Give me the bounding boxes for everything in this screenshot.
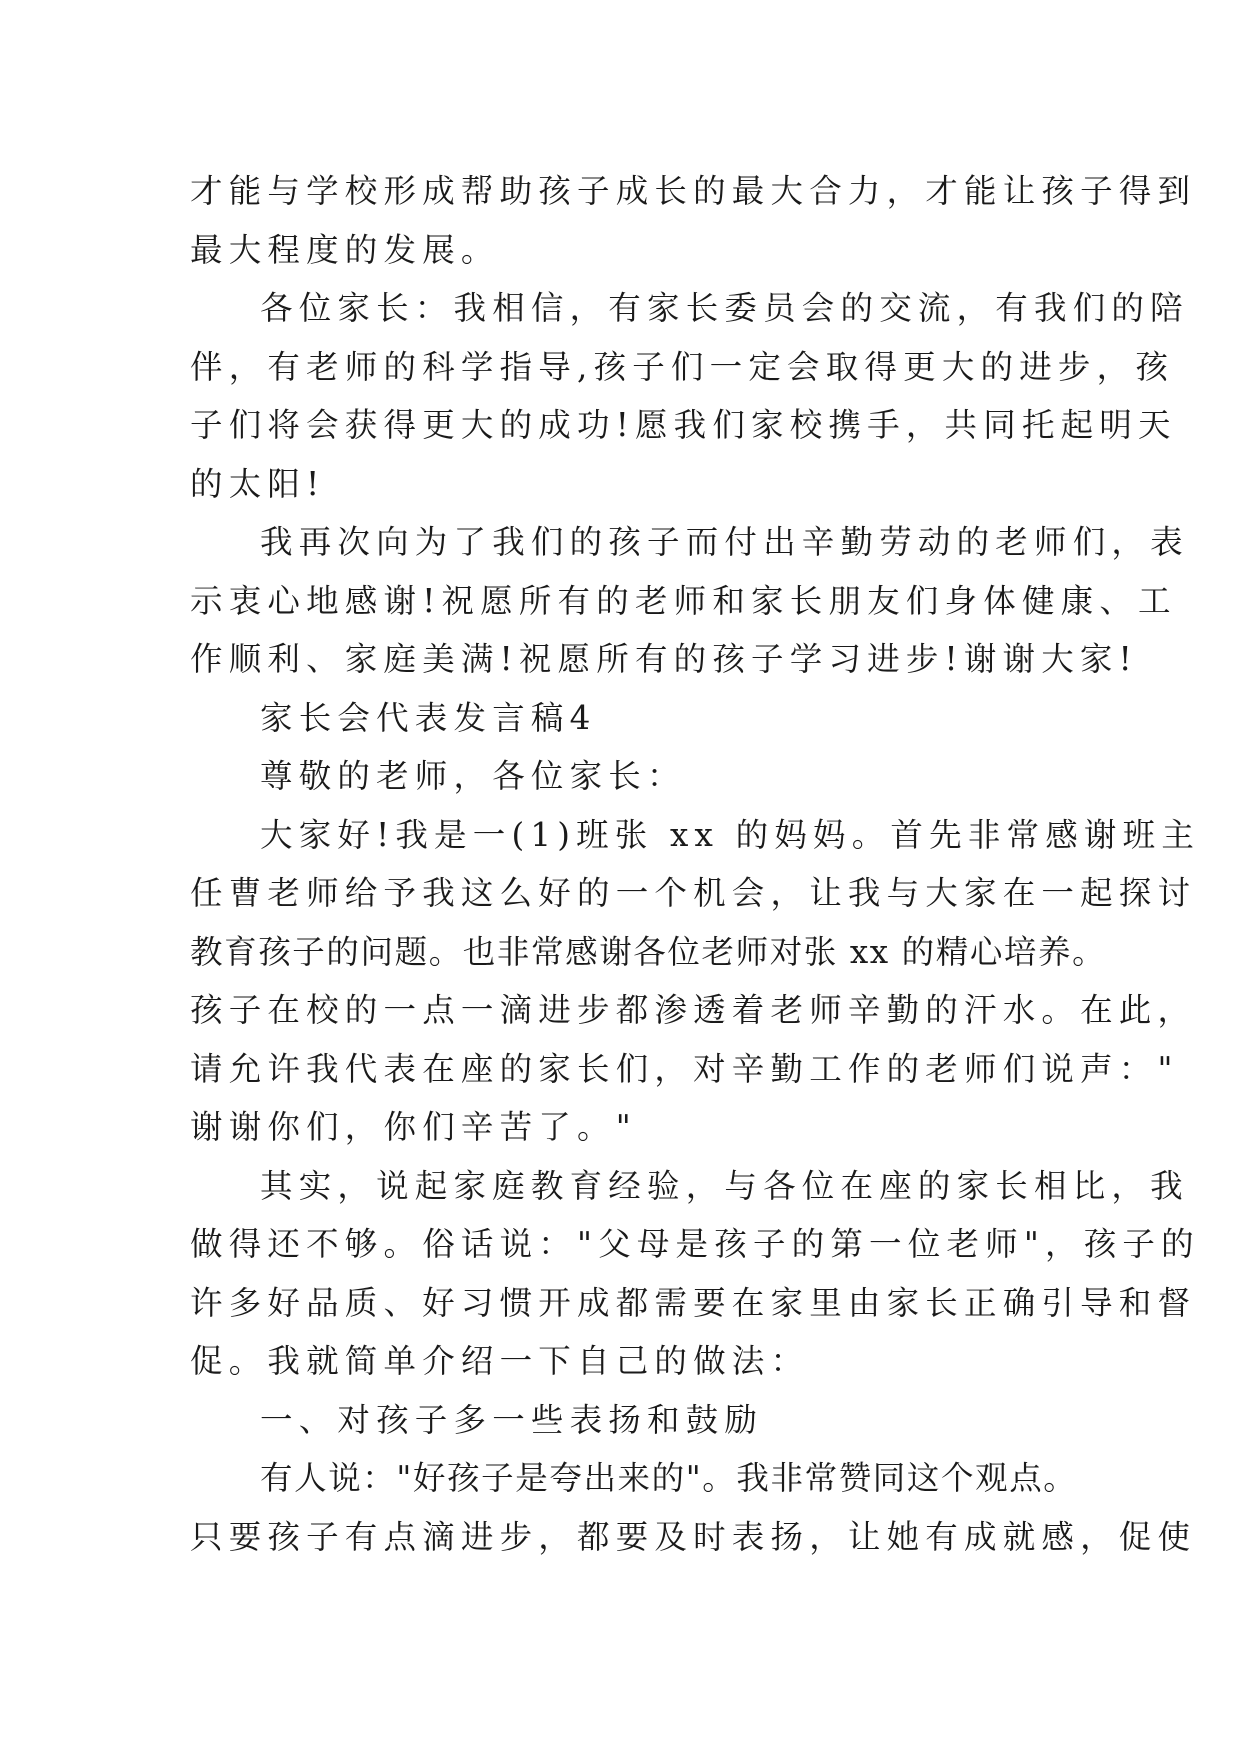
text-line-23: 有人说："好孩子是夸出来的"。我非常赞同这个观点。 xyxy=(260,1459,1078,1497)
text-line-6: 的太阳! xyxy=(190,464,326,503)
text-line-14: 教育孩子的问题。也非常感谢各位老师对张 xx 的精心培养。 xyxy=(190,932,1107,971)
document-page xyxy=(190,162,1201,1566)
text-line-20: 许多好品质、好习惯开成都需要在家里由家长正确引导和督 xyxy=(190,1283,1197,1322)
text-line-5: 子们将会获得更大的成功!愿我们家校携手，共同托起明天 xyxy=(190,406,1177,444)
text-line-2: 最大程度的发展。 xyxy=(190,230,500,269)
text-line-19: 做得还不够。俗话说："父母是孩子的第一位老师"，孩子的 xyxy=(190,1225,1200,1263)
text-line-16: 请允许我代表在座的家长们，对辛勤工作的老师们说声：" xyxy=(190,1049,1179,1088)
text-line-9: 作顺利、家庭美满!祝愿所有的孩子学习进步!谢谢大家! xyxy=(190,640,1138,678)
text-line-13: 任曹老师给予我这么好的一个机会，让我与大家在一起探讨 xyxy=(190,874,1197,912)
section-title: 家长会代表发言稿4 xyxy=(260,698,597,737)
text-line-18: 其实，说起家庭教育经验，与各位在座的家长相比，我 xyxy=(260,1166,1189,1205)
text-line-11: 尊敬的老师，各位家长： xyxy=(260,757,686,795)
text-line-7: 我再次向为了我们的孩子而付出辛勤劳动的老师们，表 xyxy=(260,523,1189,561)
text-line-4: 伴，有老师的科学指导,孩子们一定会取得更大的进步，孩 xyxy=(190,347,1175,386)
text-line-24: 只要孩子有点滴进步，都要及时表扬，让她有成就感，促使 xyxy=(190,1517,1197,1556)
text-line-17: 谢谢你们，你们辛苦了。" xyxy=(190,1108,637,1146)
text-line-8: 示衷心地感谢!祝愿所有的老师和家长朋友们身体健康、工 xyxy=(190,581,1177,620)
text-line-15: 孩子在校的一点一滴进步都渗透着老师辛勤的汗水。在此， xyxy=(190,991,1197,1029)
text-line-12: 大家好!我是一(1)班张 xx 的妈妈。首先非常感谢班主 xyxy=(260,815,1201,854)
text-line-22: 一、对孩子多一些表扬和鼓励 xyxy=(260,1400,764,1439)
text-line-21: 促。我就简单介绍一下自己的做法： xyxy=(190,1342,810,1380)
text-line-3: 各位家长：我相信，有家长委员会的交流，有我们的陪 xyxy=(260,289,1189,327)
text-line-1: 才能与学校形成帮助孩子成长的最大合力，才能让孩子得到 xyxy=(190,172,1197,210)
